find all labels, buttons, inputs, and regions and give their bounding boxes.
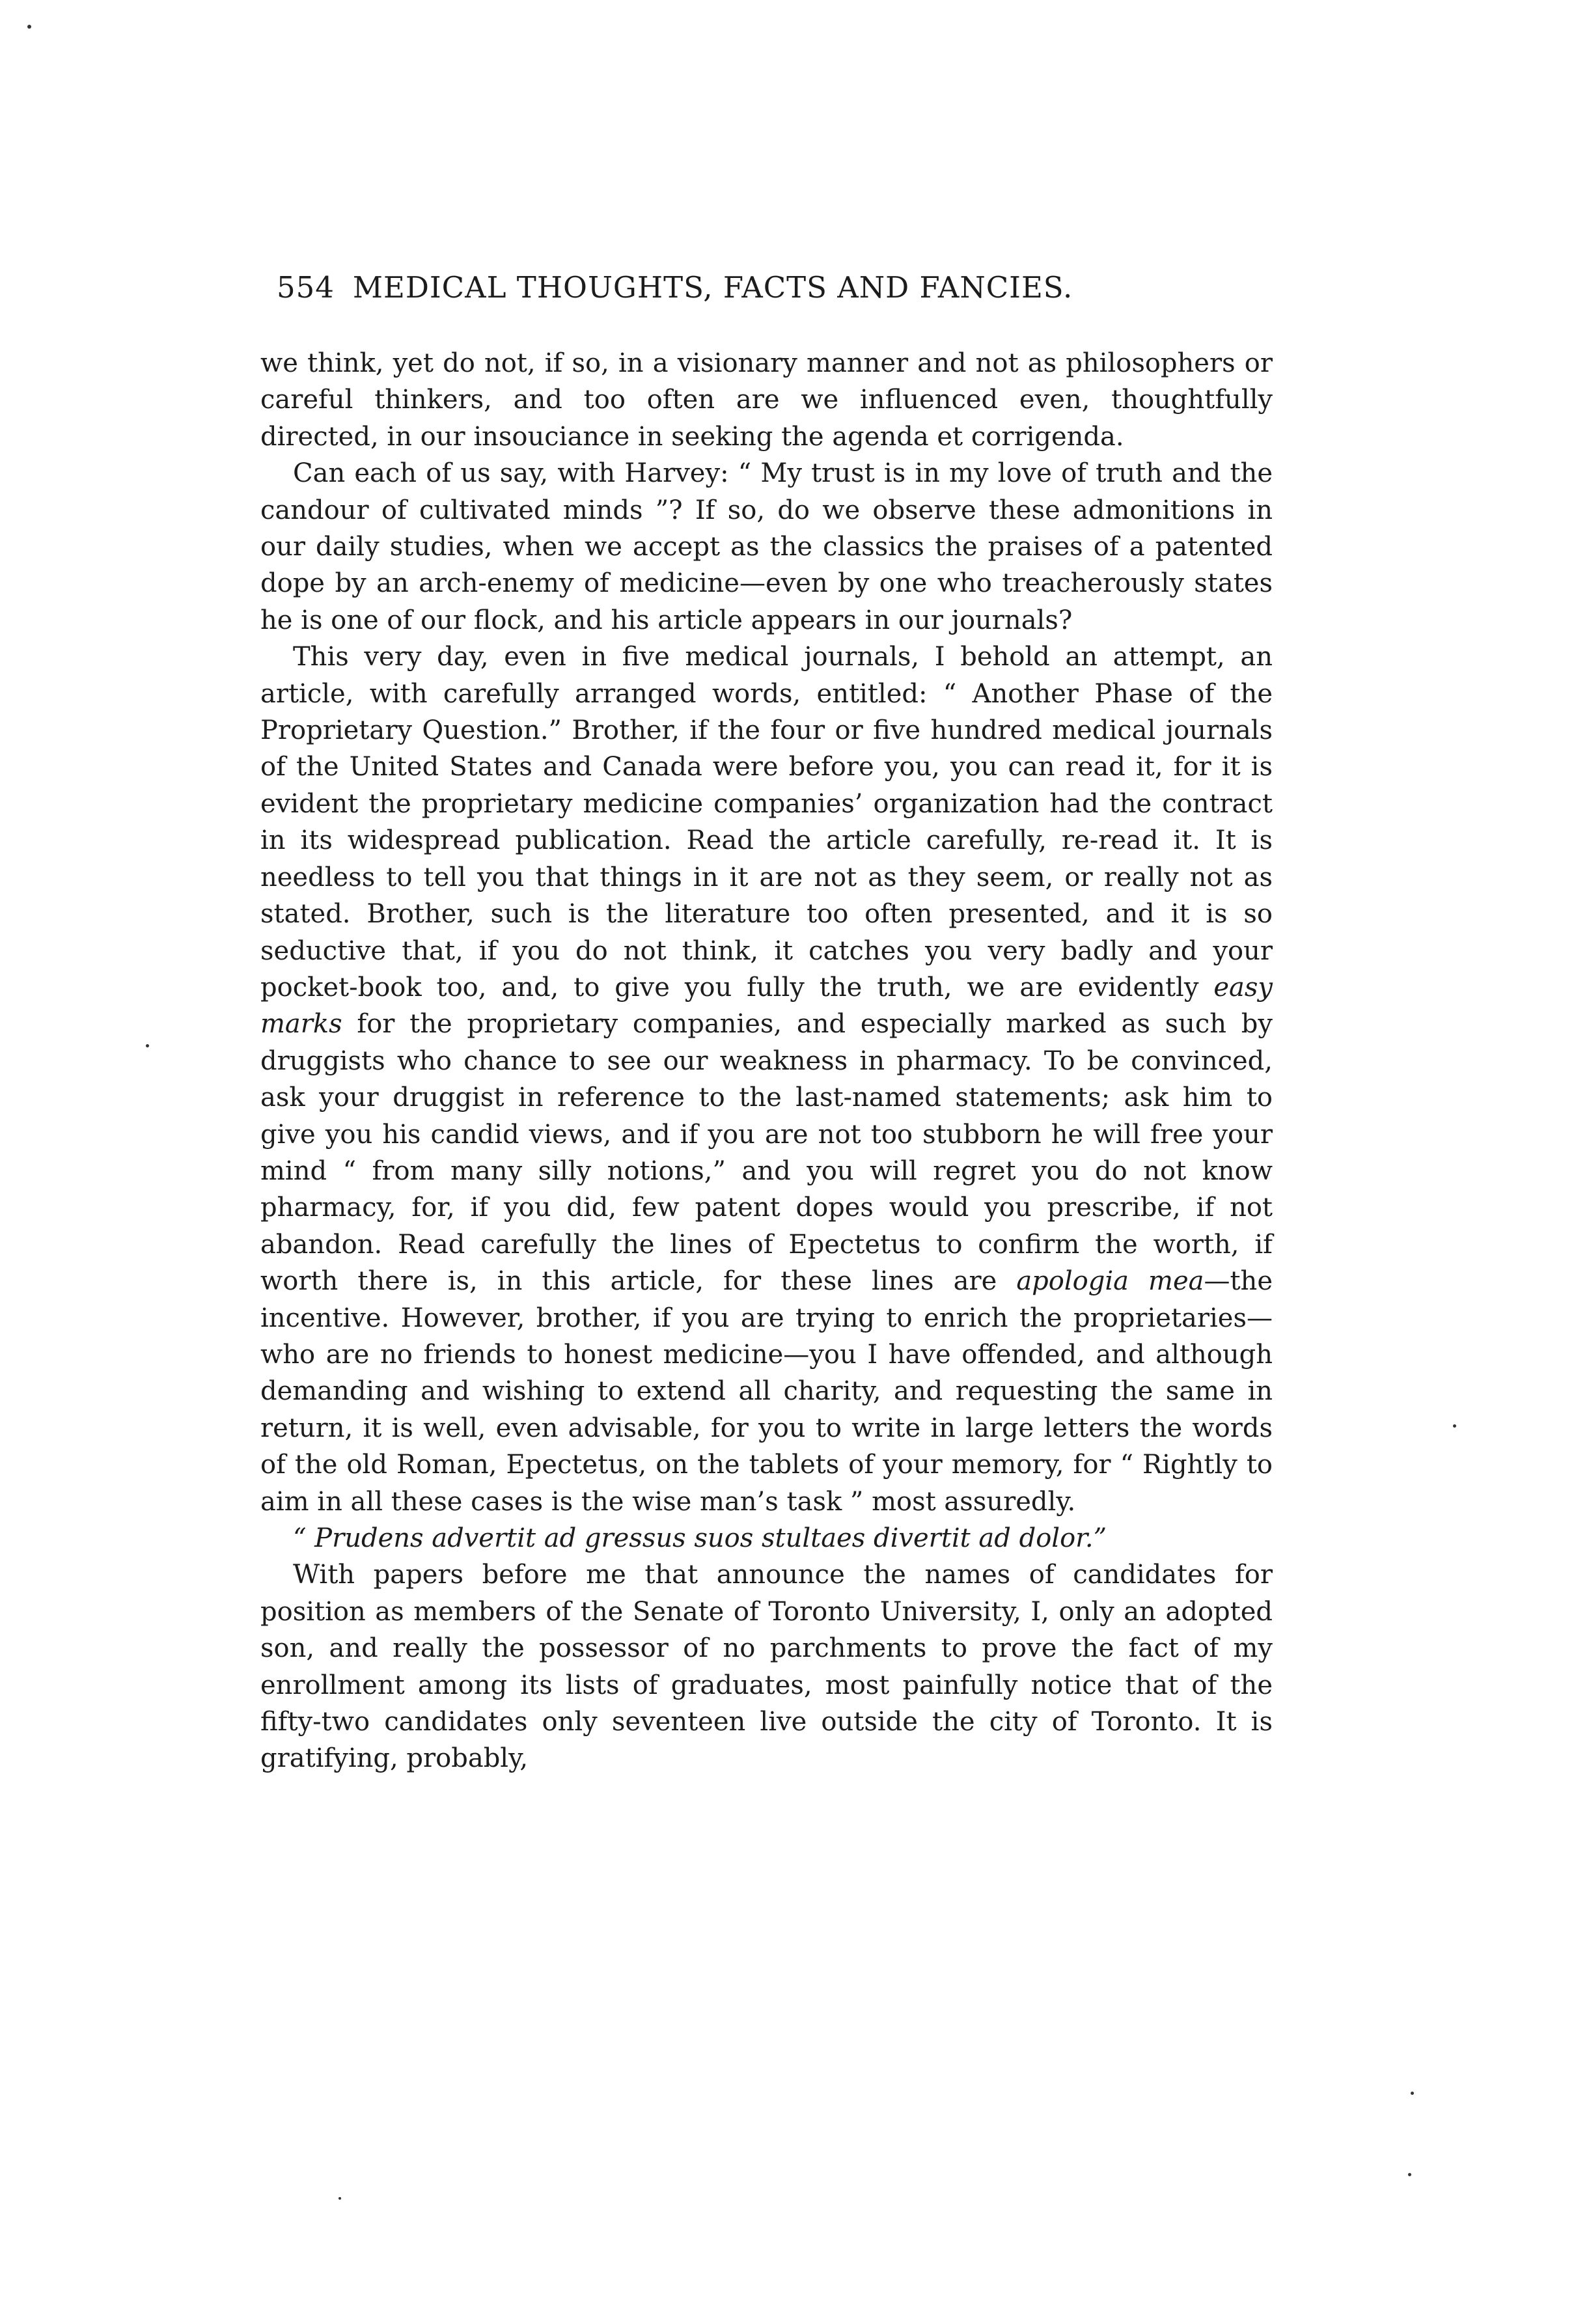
speck [27, 25, 31, 29]
text-segment: we think, yet do not, if so, in a visionary manner and not as philosophers or careful thinkers, and too often are we influenced even, thoughtfully directed, in our insouciance in seeking the agenda et corrigenda. [260, 348, 1273, 452]
speck [146, 1044, 149, 1047]
running-title: MEDICAL THOUGHTS, FACTS AND FANCIES. [352, 270, 1073, 305]
text-segment: —the incentive. However, brother, if you are trying to enrich the proprietaries—who are no friends to honest medicine—you I have offended, and although demanding and wishing to extend all charity, and requesting the same in return, it is well, even advisable, for you to write in large letters the words of the old Roman, Epectetus, on the tablets of your memory, for “ Rightly to aim in all these cases is the wise man’s task ” most assuredly. [260, 1266, 1273, 1517]
paragraph-senate [260, 1556, 1273, 1777]
speck [1408, 2173, 1411, 2176]
speck [1453, 1424, 1456, 1428]
italic-text: easy marks [260, 972, 1273, 1040]
text-segment: With papers before me that announce the names of candidates for position as members of the Senate of Toronto University, I, only an adopted son, and really the possessor of no parchments to prove the fact of my enrollment among its lists of graduates, most painfully notice that of the fifty-two candidates only seventeen live outside the city of Toronto. It is gratifying, probably, [260, 1560, 1273, 1774]
paragraph-harvey [260, 455, 1273, 639]
speck [1411, 2092, 1414, 2095]
text-segment: for the proprietary companies, and especially marked as such by druggists who chance to see our weakness in pharmacy. To be convinced, ask your druggist in reference to the last-named statements; ask him to give you his candid views, and if you are not too stubborn he will free your mind “ from many silly notions,” and you will regret you do not know pharmacy, for, if you did, few patent dopes would you prescribe, if not abandon. Read carefully the lines of Epectetus to confirm the worth, if worth there is, in this article, for these lines are [260, 1009, 1273, 1297]
speck [339, 2197, 341, 2200]
paragraph-latin-quote [260, 1520, 1273, 1556]
page-header [277, 270, 1279, 316]
text-segment: Can each of us say, with Harvey: “ My trust is in my love of truth and the candour of cultivated minds ”? If so, do we observe these admonitions in our daily studies, when we accept as the classics the praises of a patented dope by an arch-enemy of medicine—even by one who treacherously states he is one of our flock, and his article appears in our journals? [260, 458, 1273, 635]
page-number: 554 [277, 270, 335, 305]
text-segment: This very day, even in five medical journals, I behold an attempt, an article, with carefully arranged words, entitled: “ Another Phase of the Proprietary Question.” Brother, if the four or five hundred medical journals of the United States and Canada were before you, you can read it, for it is evident the proprietary medicine companies’ organization had the contract in its widespread publication. Read the article carefully, re-read it. It is needless to tell you that things in it are not as they seem, or really not as stated. Brother, such is the literature too often presented, and it is so seductive that, if you do not think, it catches you very badly and your pocket-book too, and, to give you fully the truth, we are evidently [260, 642, 1273, 1003]
paragraph-continuation [260, 345, 1273, 455]
italic-text: apologia mea [1016, 1266, 1204, 1297]
paragraph-proprietary [260, 639, 1273, 1520]
body-text [260, 345, 1273, 1777]
italic-text: “ Prudens advertit ad gressus suos stultaes divertit ad dolor.” [293, 1523, 1107, 1553]
